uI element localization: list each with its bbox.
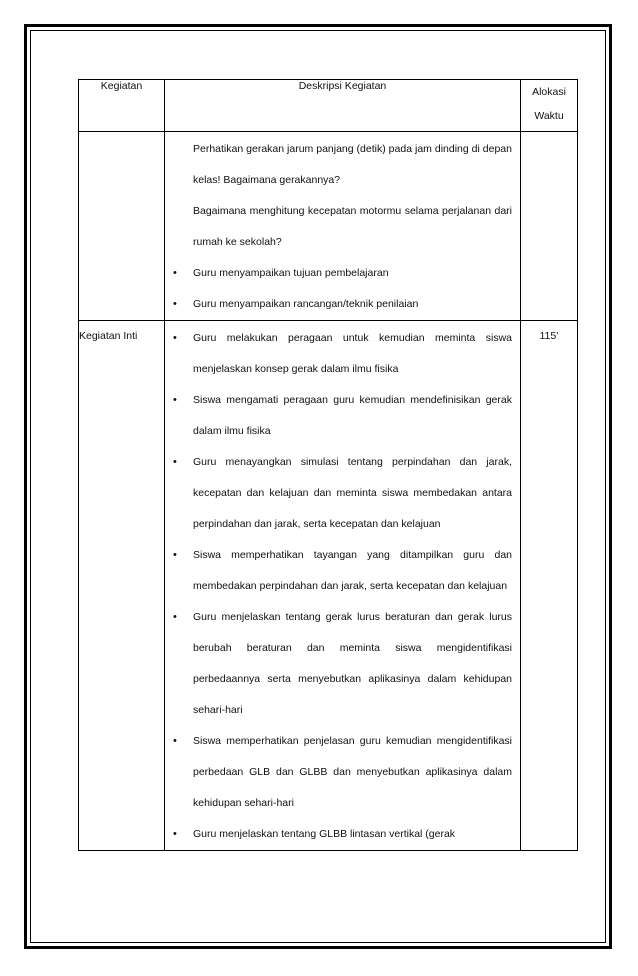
row2-bullet-list	[165, 323, 520, 850]
bullet-icon: •	[173, 267, 177, 279]
bullet-icon: •	[173, 456, 177, 468]
list-item	[165, 819, 520, 850]
bullet-icon: •	[173, 298, 177, 310]
header-deskripsi: Deskripsi Kegiatan	[165, 80, 521, 132]
bullet-icon: •	[173, 394, 177, 406]
list-item-text: Siswa memperhatikan tayangan yang ditampilkan guru dan membedakan perpindahan dan jarak, serta kecepatan dan kelajuan	[193, 549, 512, 592]
row2-waktu: 115’	[521, 321, 578, 851]
row1-kegiatan	[79, 132, 165, 321]
list-item	[165, 323, 520, 385]
activity-table	[78, 79, 578, 851]
header-alokasi-waktu	[521, 80, 578, 132]
list-item-text: Guru menjelaskan tentang GLBB lintasan vertikal (gerak	[193, 828, 456, 840]
row1-bullet-list	[165, 258, 520, 320]
row1-paragraph: Bagaimana menghitung kecepatan motormu selama perjalanan dari rumah ke sekolah?	[193, 205, 512, 248]
bullet-icon: •	[173, 611, 177, 623]
bullet-icon: •	[173, 735, 177, 747]
list-item	[165, 540, 520, 602]
list-item	[165, 447, 520, 540]
list-item-text: Siswa memperhatikan penjelasan guru kemudian mengidentifikasi perbedaan GLB dan GLBB dan menyebutkan aplikasinya dalam kehidupan sehari-hari	[193, 735, 512, 809]
list-item-text: Guru menyampaikan tujuan pembelajaran	[193, 267, 389, 279]
header-alokasi-line1: Alokasi	[532, 86, 566, 98]
bullet-icon: •	[173, 828, 177, 840]
table-row	[79, 132, 578, 321]
table-row	[79, 321, 578, 851]
header-alokasi-line2: Waktu	[534, 110, 564, 122]
table-header-row	[79, 80, 578, 132]
list-item-text: Siswa mengamati peragaan guru kemudian mendefinisikan gerak dalam ilmu fisika	[193, 394, 512, 437]
list-item-text: Guru menjelaskan tentang gerak lurus beraturan dan gerak lurus berubah beraturan dan meminta siswa mengidentifikasi perbedaannya serta menyebutkan aplikasinya dalam kehidupan sehari-hari	[193, 611, 512, 716]
row1-deskripsi	[165, 132, 521, 321]
row2-deskripsi	[165, 321, 521, 851]
list-item	[165, 726, 520, 819]
header-kegiatan: Kegiatan	[79, 80, 165, 132]
list-item	[165, 258, 520, 289]
row1-waktu	[521, 132, 578, 321]
bullet-icon: •	[173, 332, 177, 344]
row1-paragraph: Perhatikan gerakan jarum panjang (detik) pada jam dinding di depan kelas! Bagaimana gerakannya?	[193, 143, 512, 186]
list-item	[165, 602, 520, 726]
list-item	[165, 385, 520, 447]
list-item-text: Guru melakukan peragaan untuk kemudian meminta siswa menjelaskan konsep gerak dalam ilmu fisika	[193, 332, 512, 375]
bullet-icon: •	[173, 549, 177, 561]
list-item-text: Guru menyampaikan rancangan/teknik penilaian	[193, 298, 419, 310]
list-item	[165, 289, 520, 320]
list-item-text: Guru menayangkan simulasi tentang perpindahan dan jarak, kecepatan dan kelajuan dan meminta siswa membedakan antara perpindahan dan jarak, serta kecepatan dan kelajuan	[193, 456, 512, 530]
row2-kegiatan: Kegiatan Inti	[79, 321, 165, 851]
